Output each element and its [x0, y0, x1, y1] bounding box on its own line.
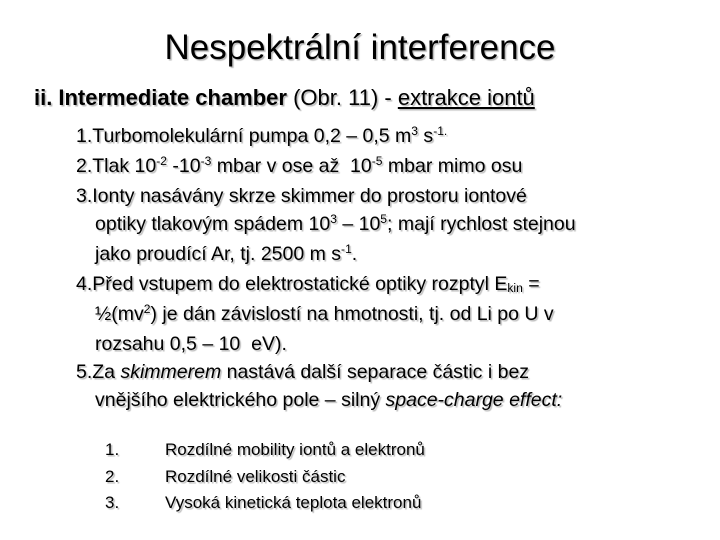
superscript: -3: [200, 154, 212, 169]
point-italic: space-charge effect:: [385, 389, 563, 411]
point-text: rozsahu 0,5 – 10 eV).: [95, 333, 287, 355]
point-italic: skimmerem: [120, 361, 222, 383]
sub-list-number: 3.: [105, 493, 120, 512]
superscript: 2: [143, 302, 151, 317]
point-2: [76, 152, 701, 182]
point-number: 2.: [76, 155, 93, 177]
superscript: 3: [411, 124, 419, 139]
point-text: Tlak 10: [92, 155, 157, 177]
point-continuation: [76, 300, 701, 330]
point-continuation: [76, 210, 701, 240]
section-number: ii.: [34, 85, 53, 110]
sub-list-item: [105, 437, 685, 464]
slide-title: Nespektrální interference: [164, 28, 556, 67]
point-text: -10: [166, 155, 201, 177]
point-number: 5.: [76, 361, 93, 383]
sub-list: [105, 437, 685, 517]
point-text: s: [418, 125, 434, 147]
point-5: [76, 358, 701, 414]
section-heading: [34, 83, 714, 113]
point-text: Za: [92, 361, 121, 383]
point-continuation: [76, 386, 701, 414]
point-text: jako proudící Ar, tj. 2500 m s: [95, 243, 342, 265]
point-number: 3.: [76, 185, 93, 207]
superscript: -2: [156, 154, 167, 169]
point-text: mbar v ose až 10: [211, 155, 372, 177]
point-text: =: [522, 273, 540, 295]
sub-list-text: Rozdílné velikosti částic: [165, 466, 346, 486]
point-number: 4.: [76, 273, 93, 295]
section-heading-bold: Intermediate chamber: [58, 85, 287, 110]
sub-list-item: [105, 464, 685, 491]
point-3: [76, 182, 701, 270]
point-text: .: [351, 243, 358, 265]
subscript: kin: [507, 281, 523, 296]
point-text: ; mají rychlost stejnou: [387, 213, 576, 235]
points-list: [76, 122, 701, 414]
superscript: -1: [341, 242, 352, 257]
point-text: mbar mimo osu: [382, 155, 523, 177]
superscript: 3: [330, 212, 337, 227]
point-continuation: [76, 330, 701, 358]
point-number: 1.: [76, 125, 93, 147]
superscript: -1.: [433, 124, 448, 139]
point-text: ) je dán závislostí na hmotnosti, tj. od Li po U v: [150, 303, 554, 325]
point-text: – 10: [336, 213, 381, 235]
point-text: Před vstupem do elektrostatické optiky rozptyl E: [92, 273, 508, 295]
superscript: -5: [371, 154, 383, 169]
point-text: Ionty nasávány skrze skimmer do prostoru iontové: [92, 185, 527, 207]
point-continuation: [76, 240, 701, 270]
point-text: ½(mv: [95, 303, 144, 325]
sub-list-text: Rozdílné mobility iontů a elektronů: [165, 440, 425, 459]
sub-list-number: 1.: [105, 440, 120, 459]
point-text: Turbomolekulární pumpa 0,2 – 0,5 m: [92, 125, 412, 147]
sub-list-text: Vysoká kinetická teplota elektronů: [165, 493, 422, 512]
point-4: [76, 270, 701, 358]
section-heading-ref: (Obr. 11) -: [286, 85, 398, 110]
point-1: [76, 122, 701, 152]
sub-list-item: [105, 490, 685, 517]
superscript: 5: [380, 212, 388, 227]
sub-list-number: 2.: [105, 466, 120, 486]
extraction-link[interactable]: extrakce iontů: [397, 85, 535, 110]
point-text: optiky tlakovým spádem 10: [95, 213, 331, 235]
point-text: vnějšího elektrického pole – silný: [95, 389, 386, 411]
point-text: nastává další separace částic i bez: [221, 361, 530, 383]
